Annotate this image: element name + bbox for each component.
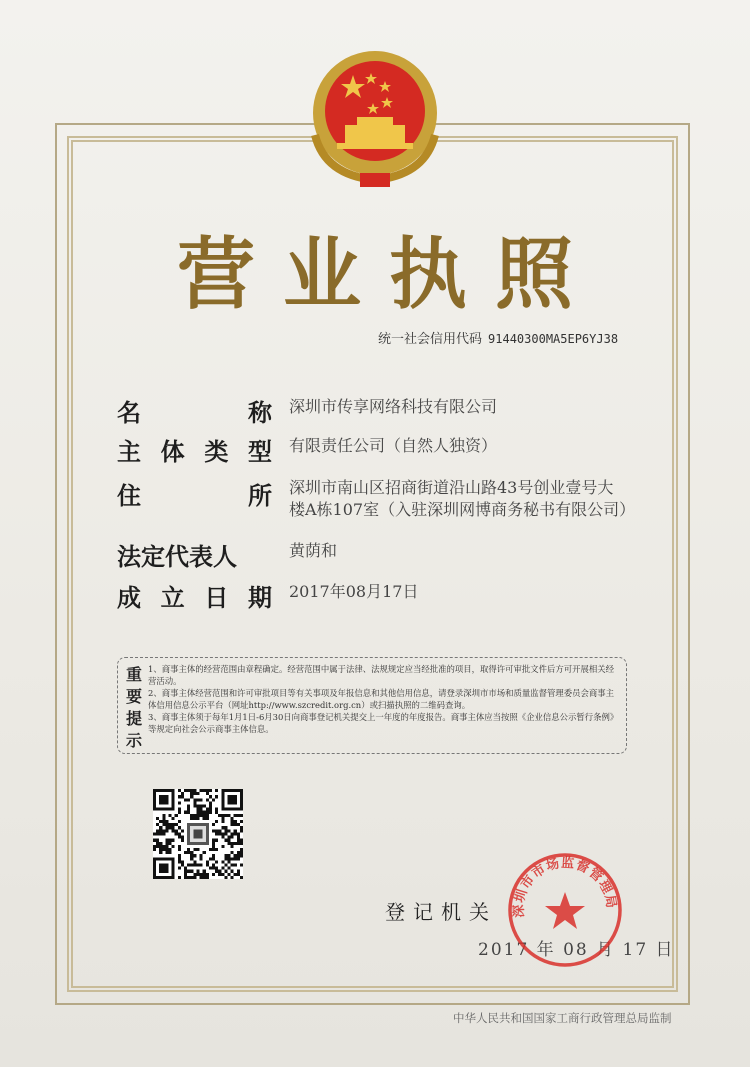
qr-code[interactable] bbox=[153, 789, 243, 879]
notice-item: 1、商事主体的经营范围由章程确定。经营范围中属于法律、法规规定应当经批准的项目，取得许可审批文件后方可开展相关经营活动。 bbox=[148, 664, 614, 686]
important-notice-box bbox=[117, 657, 627, 754]
field-legal-rep-value: 黄荫和 bbox=[289, 541, 338, 560]
credit-code-label: 统一社会信用代码 bbox=[378, 332, 483, 347]
registration-authority-label: 登记机关 bbox=[385, 900, 497, 924]
field-name-label: 名 称 bbox=[117, 399, 272, 427]
field-address-label: 住 所 bbox=[117, 482, 272, 510]
license-title: 营业执照 bbox=[176, 229, 601, 320]
official-seal-icon bbox=[505, 850, 625, 970]
registration-date: 2017 年 08 月 17 日 bbox=[478, 940, 675, 960]
notice-item: 3、商事主体须于每年1月1日-6月30日向商事登记机关提交上一年度的年度报告。商事主体应当按照《企业信息公示暂行条例》等规定向社会公示商事主体信息。 bbox=[148, 712, 615, 734]
notice-item: 2、商事主体经营范围和许可审批项目等有关事项及年报信息和其他信用信息，请登录深圳市市场和质量监督管理委员会商事主体信用信息公示平台（网址http://www.szcredit.org.cn）或扫描执照的二维码查询。 bbox=[148, 688, 614, 710]
field-established-label: 成 立 日 期 bbox=[117, 584, 272, 612]
svg-text:深圳市市场监督管理局: 深圳市市场监督管理局 bbox=[511, 855, 619, 918]
field-legal-rep-label: 法定代表人 bbox=[117, 543, 237, 571]
notice-items bbox=[148, 664, 618, 736]
field-entity-type-label: 主 体 类 型 bbox=[117, 438, 272, 466]
credit-code-value: 91440300MA5EP6YJ38 bbox=[488, 332, 619, 346]
field-established-value: 2017年08月17日 bbox=[289, 582, 419, 601]
credit-code-line bbox=[378, 328, 618, 347]
footer-supervisor: 中华人民共和国国家工商行政管理总局监制 bbox=[453, 1011, 672, 1025]
field-name-value: 深圳市传享网络科技有限公司 bbox=[289, 397, 498, 416]
field-entity-type-value: 有限责任公司（自然人独资） bbox=[289, 436, 498, 455]
national-emblem-icon bbox=[305, 45, 445, 190]
notice-side-label: 重要提示 bbox=[126, 665, 143, 750]
field-address-value: 深圳市南山区招商街道沿山路43号创业壹号大楼A栋107室（入驻深圳网博商务秘书有限公司） bbox=[289, 478, 636, 519]
